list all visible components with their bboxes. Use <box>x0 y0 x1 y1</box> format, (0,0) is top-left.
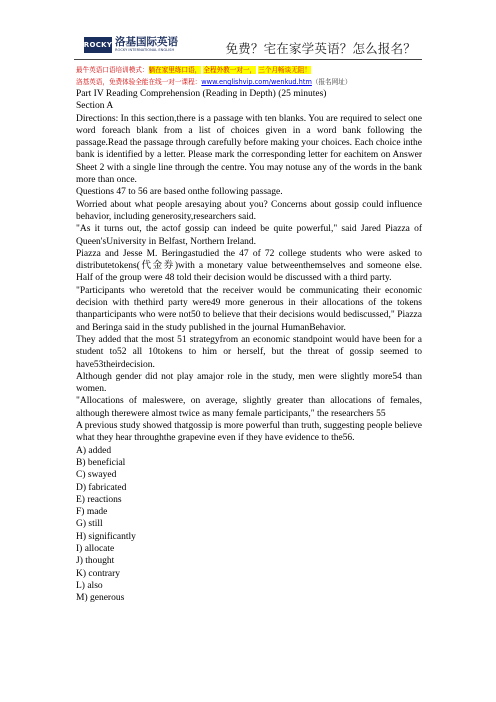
promo-intro: 最牛英语口语培训模式： <box>76 66 149 74</box>
promo-highlight-3: 三个月畅谈无阻！ <box>258 66 311 74</box>
section-heading: Part IV Reading Comprehension (Reading in Depth) (25 minutes) <box>76 89 327 99</box>
word-bank-option: K) contrary <box>76 568 121 579</box>
word-bank-option: M) generous <box>76 593 125 604</box>
passage-paragraph: Although gender did not play amajor role in the study, men were slightly more54 than women. <box>76 371 422 395</box>
header-divider <box>74 59 422 60</box>
word-bank-option: J) thought <box>76 556 115 567</box>
document-body <box>76 88 422 604</box>
promo-banner <box>76 64 351 88</box>
header-slogan: 免费？宅在家学英语？怎么报名？ <box>225 41 416 56</box>
questions-intro: Questions 47 to 56 are based onthe following passage. <box>76 187 283 198</box>
logo-chinese-name: 洛基国际英语 <box>115 36 178 49</box>
passage-paragraph: "As it turns out, the actof gossip can indeed be quite powerful," said Jared Piazza of Queen'sUniversity in Belfast, Northern Ireland. <box>76 224 422 247</box>
passage-paragraph: "Participants who weretold that the receiver would be communicating their economic decision with thethird party were49 more generous in their allocations of the tokens thanparticipants who were not50 to believe that their decisions would bediscussed," Piazza and Beringa said in the study published in the journal HumanBehavior. <box>76 285 422 333</box>
word-bank-option: B) beneficial <box>76 457 126 468</box>
word-bank-option: G) still <box>76 519 103 530</box>
word-bank-option: L) also <box>76 580 103 591</box>
word-bank-option: D) fabricated <box>76 482 127 493</box>
promo-trial-text: 洛基英语，免费体验全能在线一对一课程： <box>76 78 202 86</box>
passage-paragraph: They added that the most 51 strategyfrom an economic standpoint would have been for a student to52 all 10tokens to him or herself, but the threat of gossip seemed to have53theirdecision. <box>76 334 422 370</box>
logo-mark: ROCKY <box>84 37 112 53</box>
promo-highlight-2: 全程外教一对一， <box>203 66 257 74</box>
section-label: Section A <box>76 101 114 112</box>
directions-paragraph: Directions: In this section,there is a passage with ten blanks. You are required to select one word foreach blank from a list of choices given in a word bank following the passage.Read the passage through carefully before making your choices. Each choice inthe bank is identified by a letter. Please mark the corresponding letter for eachitem on Answer Sheet 2 with a single line through the centre. You may notuse any of the words in the bank more than once. <box>76 113 422 186</box>
promo-highlight-1: 躺在家里练口语， <box>148 66 202 74</box>
passage-paragraph: A previous study showed thatgossip is more powerful than truth, suggesting people believe what they hear throughthe grapevine even if they have evidence to the56. <box>76 421 422 444</box>
signup-link[interactable]: www.englishvip.com/wenkud.htm <box>201 78 312 86</box>
word-bank-option: F) made <box>76 507 108 518</box>
promo-line-1 <box>76 64 351 76</box>
page-header <box>74 34 422 60</box>
word-bank-option: E) reactions <box>76 494 122 505</box>
word-bank-option: C) swayed <box>76 470 117 481</box>
word-bank-option: I) allocate <box>76 543 115 554</box>
word-bank-option: A) added <box>76 445 112 456</box>
passage-paragraph: Piazza and Jesse M. Beringastudied the 47 of 72 college students who were asked to distributetokens(代金券)with a monetary value betweenthemselves and someone else. Half of the group were 48 told their decision would be discussed with a third party. <box>76 248 422 284</box>
logo-english-name: ROCKY INTERNATIONAL ENGLISH <box>115 47 175 52</box>
passage-paragraph: "Allocations of maleswere, on average, slightly greater than allocations of females, although therewere almost twice as many female participants," the researchers 55 <box>76 396 422 419</box>
word-bank-option: H) significantly <box>76 531 136 542</box>
signup-link-note: （报名网址） <box>311 78 352 86</box>
promo-line-2 <box>76 76 351 88</box>
passage-paragraph: Worried about what people aresaying about you? Concerns about gossip could influence behavior, including generosity,researchers said. <box>76 199 422 222</box>
rocky-logo <box>84 37 178 53</box>
